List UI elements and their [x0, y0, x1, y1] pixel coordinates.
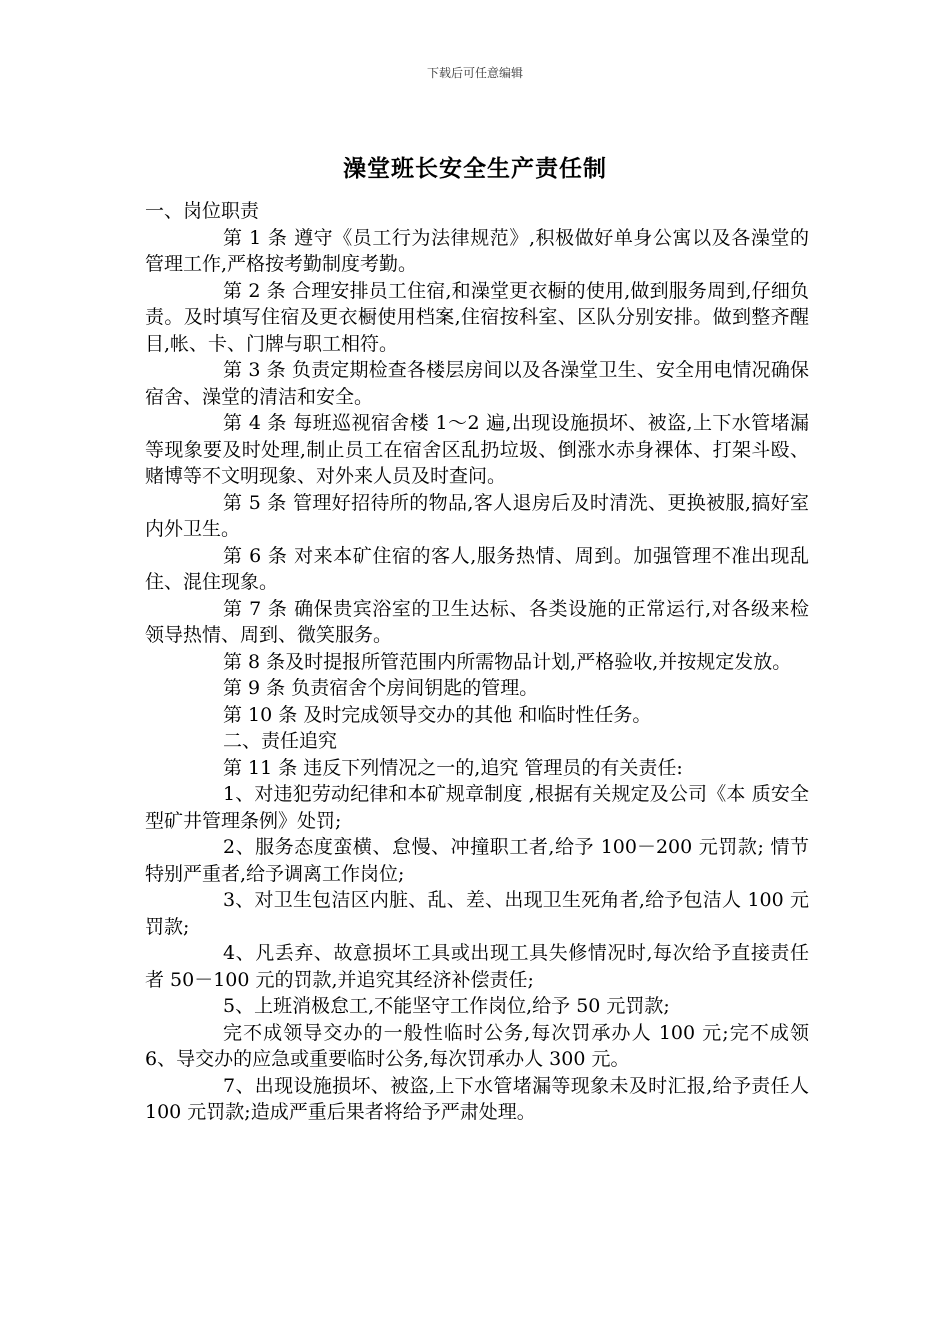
paragraph-article-7: 第 7 条 确保贵宾浴室的卫生达标、各类设施的正常运行,对各级来检领导热情、周到、微笑服务。: [145, 597, 809, 646]
paragraph-article-6: 第 6 条 对来本矿住宿的客人,服务热情、周到。加强管理不准出现乱住、混住现象。: [145, 544, 809, 593]
paragraph-article-8: 第 8 条及时提报所管范围内所需物品计划,严格验收,并按规定发放。: [223, 650, 792, 673]
section-heading-accountability: 二、责任追究: [223, 730, 338, 752]
paragraph-article-3: 第 3 条 负责定期检查各楼层房间以及各澡堂卫生、安全用电情况确保宿舍、澡堂的清洁和安全。: [145, 359, 809, 408]
page-header-note: 下载后可任意编辑: [426, 66, 523, 80]
paragraph-article-9: 第 9 条 负责宿舍个房间钥匙的管理。: [223, 677, 539, 699]
paragraph-article-10: 第 10 条 及时完成领导交办的其他 和临时性任务。: [223, 703, 652, 726]
paragraph-clause-6: 完不成领导交办的一般性临时公务,每次罚承办人 100 元;完不成领 6、导交办的应急或重要临时公务,每次罚承办人 300 元。: [145, 1021, 809, 1070]
paragraph-clause-2: 2、服务态度蛮横、怠慢、冲撞职工者,给予 100－200 元罚款; 情节特别严重者,给予调离工作岗位;: [145, 836, 809, 885]
paragraph-clause-7: 7、出现设施损坏、被盗,上下水管堵漏等现象未及时汇报,给予责任人 100 元罚款;造成严重后果者将给予严肃处理。: [145, 1074, 809, 1123]
paragraph-article-1: 第 1 条 遵守《员工行为法律规范》,积极做好单身公寓以及各澡堂的管理工作,严格按考勤制度考勤。: [145, 226, 809, 275]
paragraph-clause-4: 4、凡丢弃、故意损坏工具或出现工具失修情况时,每次给予直接责任者 50－100 元的罚款,并追究其经济补偿责任;: [145, 942, 809, 991]
paragraph-article-11: 第 11 条 违反下列情况之一的,追究 管理员的有关责任:: [223, 756, 683, 779]
paragraph-clause-5: 5、上班消极怠工,不能坚守工作岗位,给予 50 元罚款;: [223, 995, 670, 1017]
paragraph-article-4: 第 4 条 每班巡视宿舍楼 1～2 遍,出现设施损坏、被盗,上下水管堵漏等现象要及时处理,制止员工在宿舍区乱扔垃圾、倒涨水赤身裸体、打架斗殴、赌博等不文明现象、对外来人员及时查问。: [145, 412, 809, 487]
paragraph-clause-1: 1、对违犯劳动纪律和本矿规章制度 ,根据有关规定及公司《本 质安全型矿井管理条例》处罚;: [145, 783, 809, 832]
paragraph-article-5: 第 5 条 管理好招待所的物品,客人退房后及时清洗、更换被服,搞好室内外卫生。: [145, 491, 809, 540]
document-title: 澡堂班长安全生产责任制: [343, 155, 607, 182]
section-heading-duties: 一、岗位职责: [145, 200, 260, 222]
paragraph-article-2: 第 2 条 合理安排员工住宿,和澡堂更衣橱的使用,做到服务周到,仔细负责。及时填写住宿及更衣橱使用档案,住宿按科室、区队分别安排。做到整齐醒目,帐、卡、门牌与职工相符。: [145, 279, 809, 355]
paragraph-clause-3: 3、对卫生包洁区内脏、乱、差、出现卫生死角者,给予包洁人 100 元罚款;: [145, 889, 809, 938]
document-body: [145, 198, 809, 1126]
